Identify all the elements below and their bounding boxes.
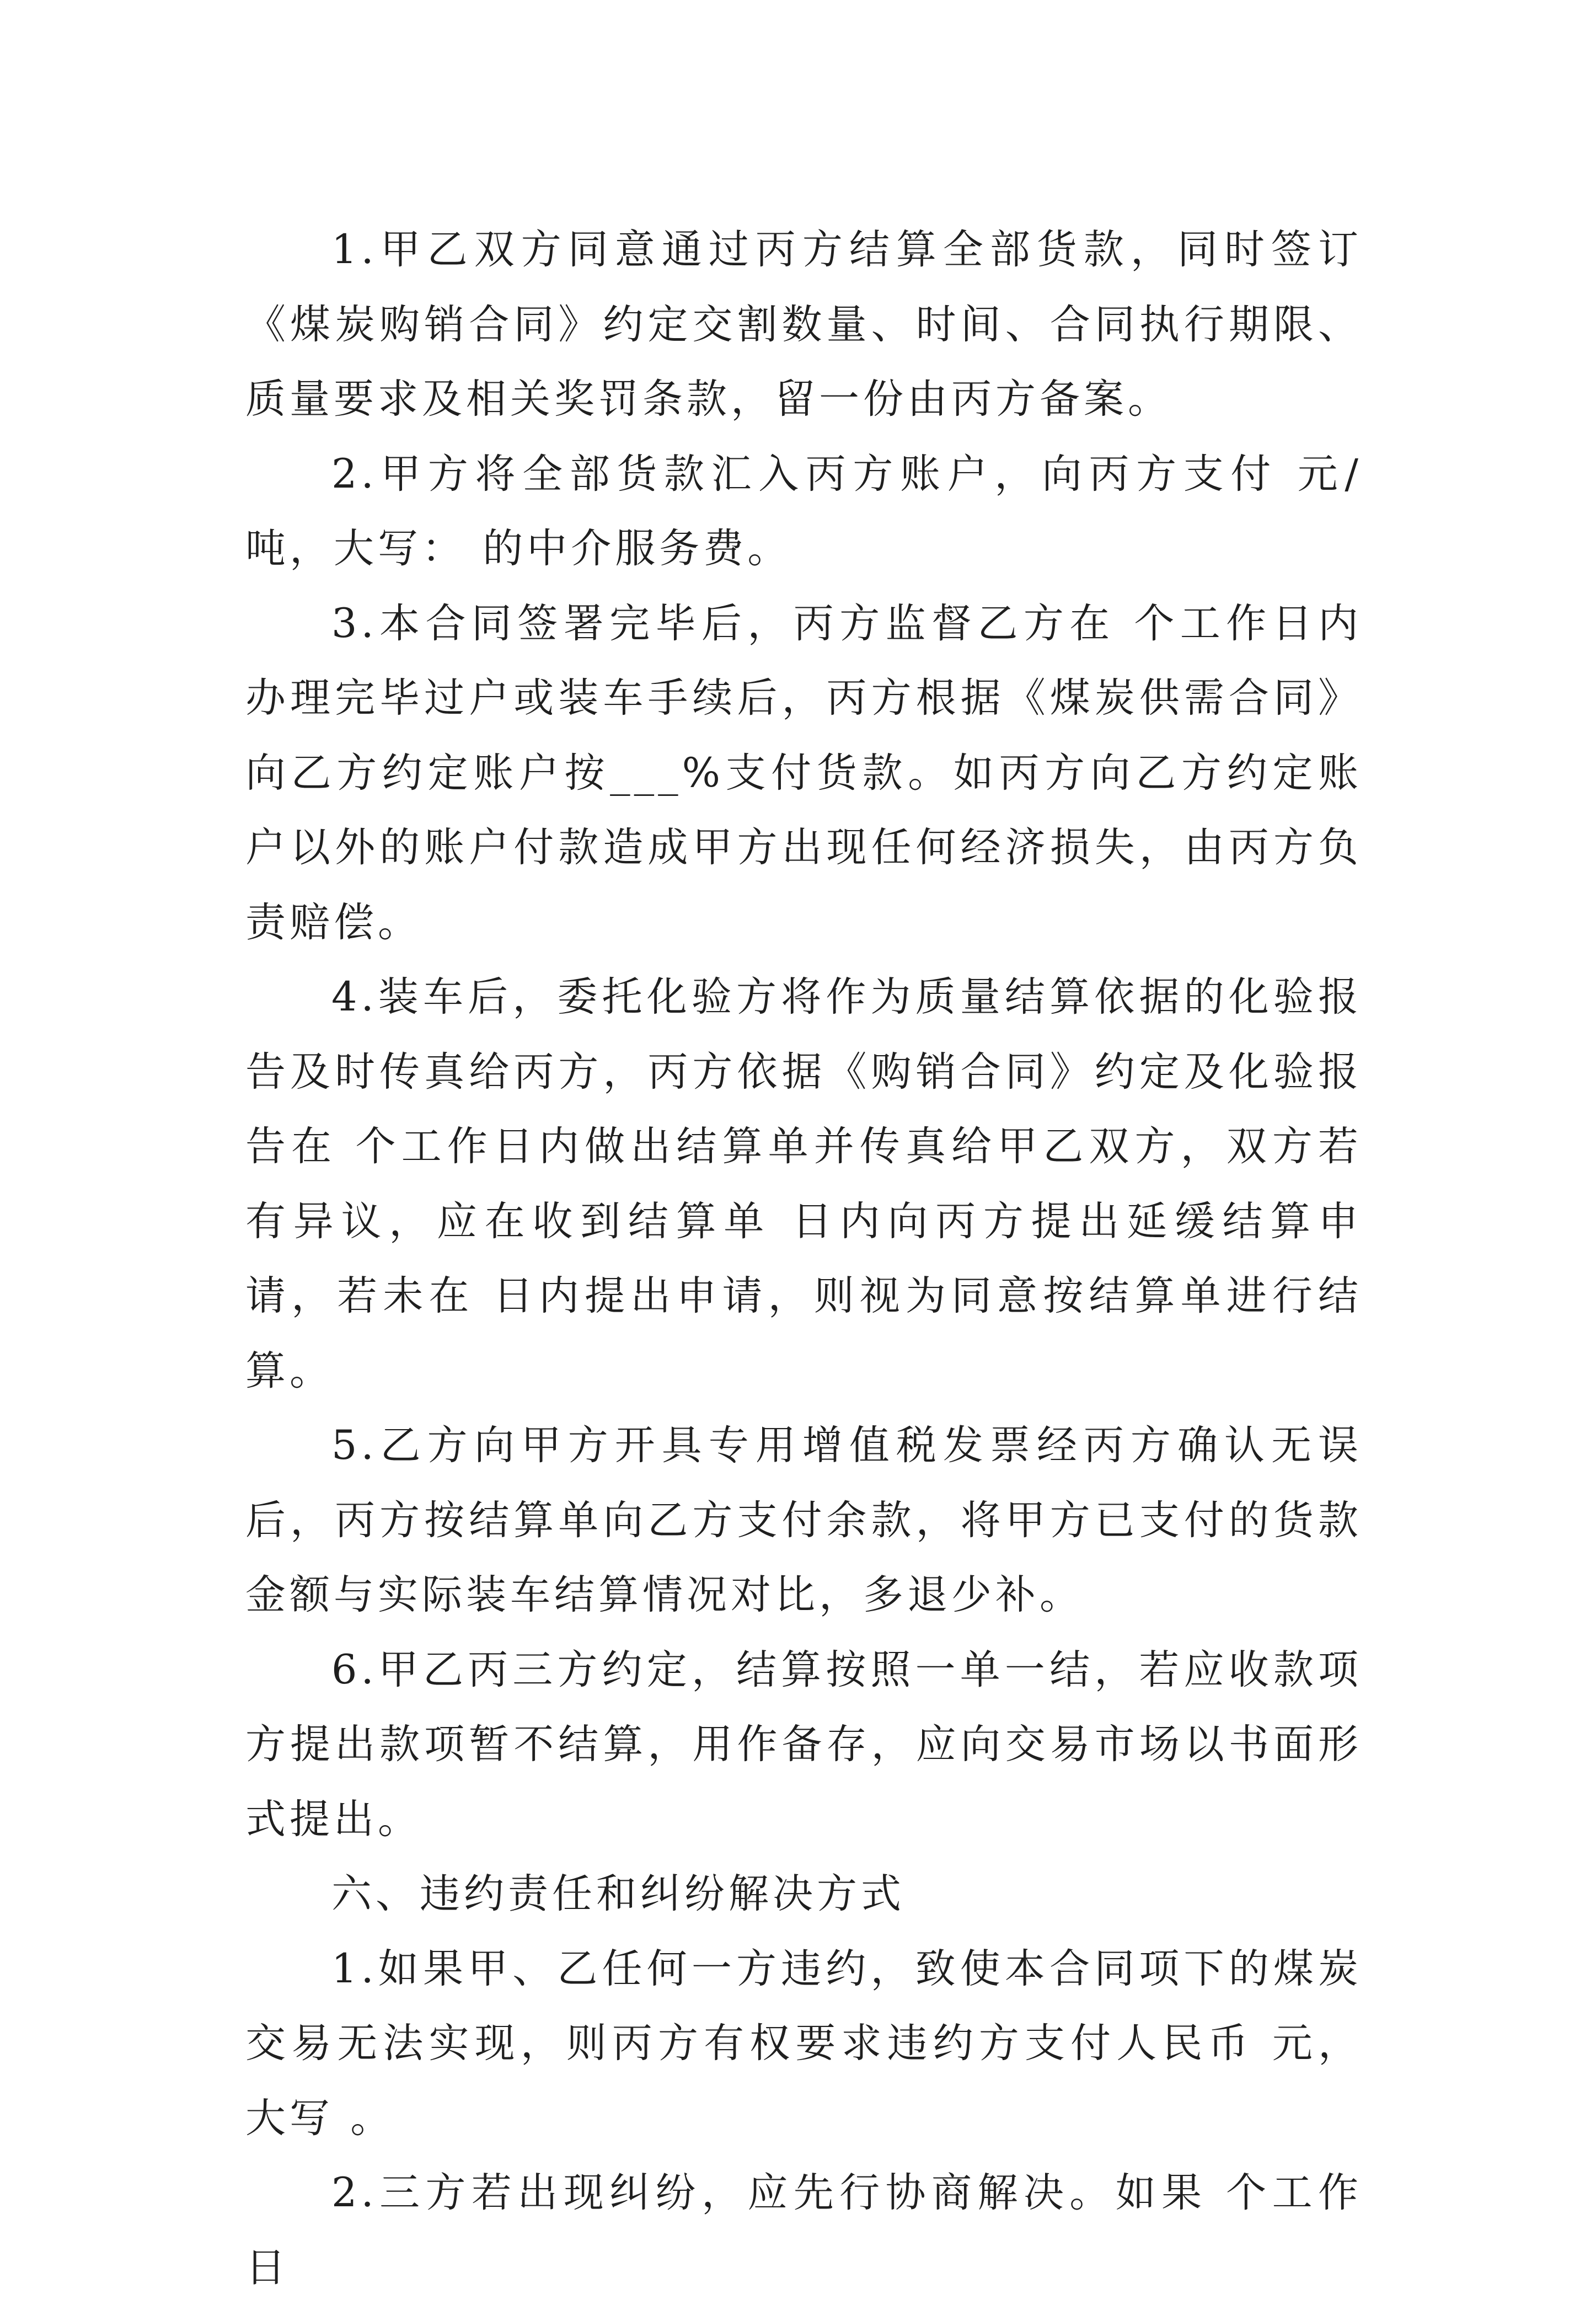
document-body <box>245 212 1362 2305</box>
clause-2-paragraph: 2.甲方将全部货款汇入丙方账户，向丙方支付 元/吨，大写： 的中介服务费。 <box>245 450 1362 572</box>
clause-6-paragraph: 6.甲乙丙三方约定，结算按照一单一结，若应收款项方提出款项暂不结算，用作备存，应向交易市场以书面形式提出。 <box>245 1646 1362 1843</box>
clause-1-paragraph: 1.甲乙双方同意通过丙方结算全部货款，同时签订《煤炭购销合同》约定交割数量、时间、合同执行期限、质量要求及相关奖罚条款，留一份由丙方备案。 <box>245 226 1362 423</box>
breach-clause-2-paragraph: 2.三方若出现纠纷，应先行协商解决。如果 个工作日 <box>245 2169 1362 2291</box>
clause-5-paragraph: 5.乙方向甲方开具专用增值税发票经丙方确认无误后，丙方按结算单向乙方支付余款，将甲方已支付的货款金额与实际装车结算情况对比，多退少补。 <box>245 1422 1362 1618</box>
breach-clause-1-paragraph: 1.如果甲、乙任何一方违约，致使本合同项下的煤炭交易无法实现，则丙方有权要求违约方支付人民币 元，大写 。 <box>245 1945 1362 2142</box>
clause-4-paragraph: 4.装车后，委托化验方将作为质量结算依据的化验报告及时传真给丙方，丙方依据《购销合同》约定及化验报告在 个工作日内做出结算单并传真给甲乙双方，双方若有异议，应在收到结算单 日内向丙方提出延缓结算申请，若未在 日内提出申请，则视为同意按结算单进行结算。 <box>245 974 1362 1394</box>
section-heading: 六、违约责任和纠纷解决方式 <box>331 1870 905 1917</box>
clause-3-paragraph: 3.本合同签署完毕后，丙方监督乙方在 个工作日内办理完毕过户或装车手续后，丙方根据《煤炭供需合同》向乙方约定账户按___%支付货款。如丙方向乙方约定账户以外的账户付款造成甲方出现任何经济损失，由丙方负责赔偿。 <box>245 600 1362 946</box>
